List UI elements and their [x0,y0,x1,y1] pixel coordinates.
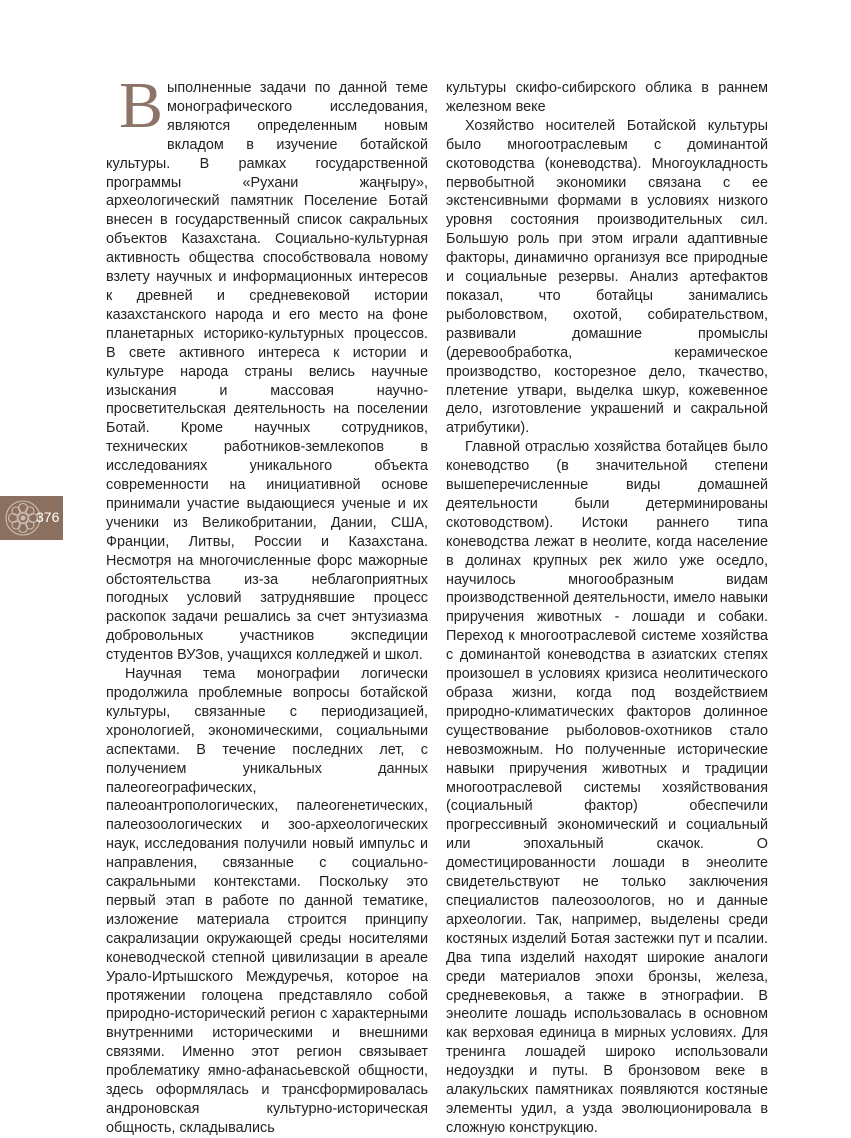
page-number-tab [0,496,63,540]
research-topic-paragraph: Научная тема монографии логически продолжила проблемные вопросы ботайской культуры, связанные с периодизацией, хронологией, экономическими, социальными аспектами. В течение последних лет, с получением уникальных данных палеогеографических, палеоантропологических, палеогенетических, палеозоологических и зоо-археологических наук, исследования получили новый импульс и направления, связанные с социально- сакральными контекстами. Поскольку это первый этап в работе по данной тематике, изложение материала строится принципу сакрализации окружающей среды носителями коневодческой степной цивилизации в ареале Урало-Иртышского Междуречья, которое на протяжении голоцена представляло собой природно-исторический регион с характерными внутренними историческими и внешними связями. Именно этот регион связывает проблематику ямно-афанасьевской общности, здесь оформлялась и трансформировалась андроновская культурно-историческая общность, складывались [106,666,428,1136]
intro-paragraph-text: ыполненные задачи по данной теме монографического исследования, являются определенным новым вкладом в изучение ботайской культуры. В рамках государственной программы «Рухани жаңғыру», археологический памятник Поселение Ботай внесен в государственный список сакральных объектов Казахстана. Социально-культурная активность общества способствовала новому взлету научных и информационных интересов к древней и средневековой истории казахстанского народа и его место на фоне планетарных историко-культурных процессов. В свете активного интереса к истории и культуре народа страны велись научные изыскания и массовая научно-просветительская деятельность на поселении Ботай. Кроме научных сотрудников, технических работников-землекопов в исследованиях уникального объекта современности на инициативной основе принимали участие выдающиеся ученые и их ученики из Великобритании, Дании, США, Франции, Литвы, России и Казахстана. Несмотря на многочисленные форс мажорные обстоятельства из-за неблагоприятных погодных условий затруднявшие процесс раскопок задачи решались за счет энтузиазма добровольных участников экспедиции студентов ВУЗов, учащихся колледжей и школ. [106,80,428,664]
left-column [106,69,428,1138]
continuation-text: культуры скифо-сибирского облика в раннем железном веке [446,80,768,115]
drop-cap: В [119,69,164,142]
economy-paragraph: Хозяйство носителей Ботайской культуры было многоотраслевым с доминантой скотоводства (коневодства). Многоукладность первобытной экономики связана с ее экстенсивными формами в условиях низкого уровня состояния производительных сил. Большую роль при этом играли адаптивные факторы, динамично организуя все природные и социальные резервы. Анализ артефактов показал, что ботайцы занимались рыболовством, охотой, собирательством, развивали домашние промыслы (деревообработка, керамическое производство, косторезное дело, ткачество, плетение утвари, выделка шкур, кожевенное дело, изготовление украшений и сакральной атрибутики). [446,117,768,437]
intro-paragraph [106,69,428,665]
page-number: 376 [36,509,60,525]
horse-breeding-paragraph: Главной отраслью хозяйства ботайцев было коневодство (в значительной степени вышеперечисленные виды домашней деятельности были детерминированы скотоводством). Истоки раннего типа коневодства лежат в неолите, когда население в долинах крупных рек жило уже оседло, научилось многообразным видам производственной деятельности, имело навыки приручения животных - лошади и собаки. Переход к многоотраслевой системе хозяйства с доминантой коневодства в азиатских степях произошел в условиях кризиса неолитического образа жизни, когда под воздействием природно-климатических факторов долинное существование рыболовов-охотников стало невозможным. Но полученные исторические навыки приручения животных и традиции многоотраслевой системы хозяйствования (социальный фактор) обеспечили прогрессивный экономический и социальный или эпохальный скачок. О доместицированности лошади в энеолите свидетельствуют не только заключения специалистов палеозоологов, но и данные археологии. Так, например, выделены среди костяных изделий Ботая застежки пут и псалии. Два типа изделий находят широкие аналоги среди материалов эпохи бронзы, железа, средневековья, а также в этнографии. В энеолите лошадь использовалась в основном как верховая единица в мирных условиях. Для тренинга лошадей широко использовали недоуздки и путы. В бронзовом веке в алакульских памятниках появляются костяные элементы удил, а узда эволюционировала в сложную конструкцию. [446,439,768,1136]
right-column [446,79,768,1138]
